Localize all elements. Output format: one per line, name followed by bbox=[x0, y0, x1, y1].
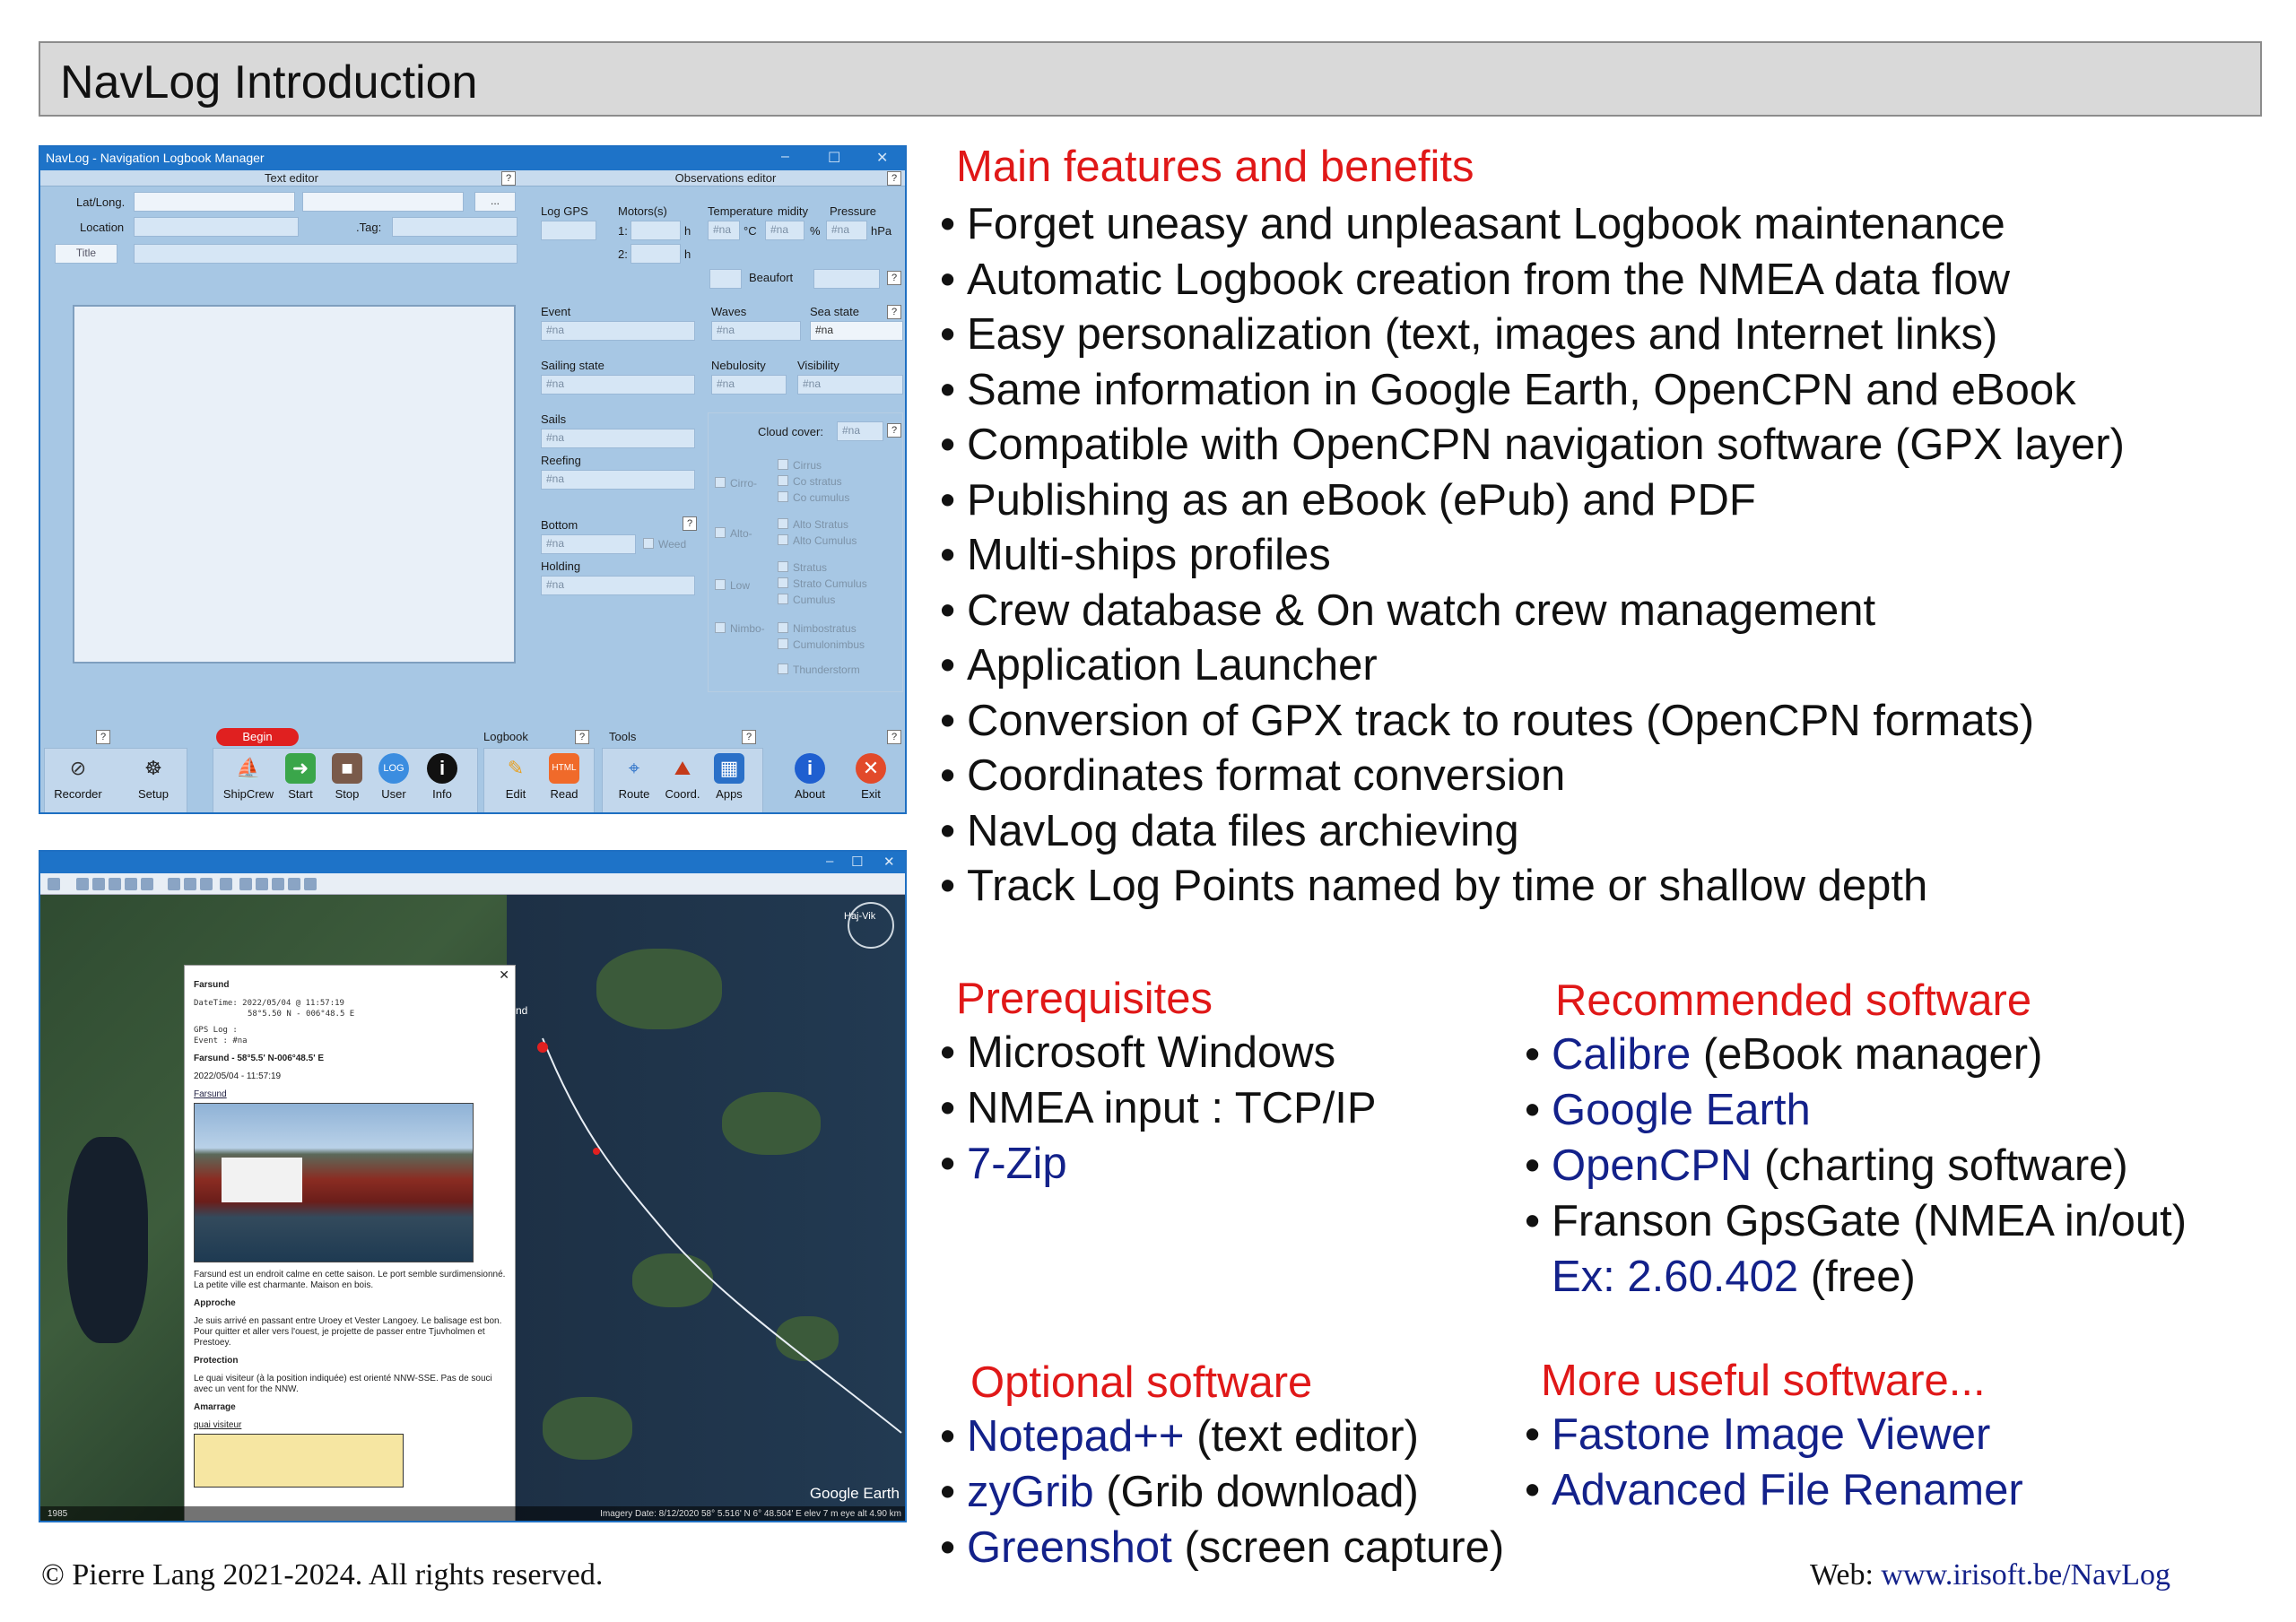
approche-heading: Approche bbox=[194, 1298, 236, 1308]
beaufort-desc-field[interactable] bbox=[813, 269, 880, 289]
text-editor-header: Text editor bbox=[40, 170, 543, 186]
app-titlebar bbox=[40, 147, 905, 170]
feature-item: • Application Launcher bbox=[940, 641, 1378, 690]
about-help-icon[interactable]: ? bbox=[887, 730, 901, 744]
strato-cumulus-checkbox[interactable]: Strato Cumulus bbox=[778, 577, 867, 590]
quai-link[interactable]: quai visiteur bbox=[194, 1420, 242, 1430]
nimbo-checkbox[interactable]: Nimbo- bbox=[715, 622, 765, 635]
optional-item-greenshot: • Greenshot (screen capture) bbox=[940, 1523, 1505, 1572]
lat-field[interactable] bbox=[134, 192, 295, 212]
map-pin-icon: ⛰ bbox=[674, 757, 691, 779]
save-image-icon[interactable] bbox=[272, 878, 284, 890]
amarrage-heading: Amarrage bbox=[194, 1402, 236, 1412]
popup-event: Event : #na bbox=[194, 1037, 248, 1045]
view-in-maps-icon[interactable] bbox=[288, 878, 300, 890]
sailing-state-label: Sailing state bbox=[541, 359, 604, 372]
recommended-item-franson: • Franson GpsGate (NMEA in/out) bbox=[1525, 1197, 2187, 1245]
feature-item: • NavLog data files archieving bbox=[940, 807, 1519, 855]
historical-imagery-icon[interactable] bbox=[168, 878, 180, 890]
sun-icon[interactable] bbox=[184, 878, 196, 890]
more-item-renamer: • Advanced File Renamer bbox=[1525, 1466, 2023, 1514]
cirro-checkbox[interactable]: Cirro- bbox=[715, 477, 757, 490]
start-button[interactable]: ➜ Start bbox=[275, 753, 326, 801]
about-icon: i bbox=[795, 753, 825, 784]
web-footer: Web: www.irisoft.be/NavLog bbox=[1810, 1558, 2171, 1592]
coords-picker-button[interactable]: ... bbox=[474, 192, 516, 212]
feature-item: • Compatible with OpenCPN navigation software (GPX layer) bbox=[940, 421, 2125, 469]
popup-coords: 58°5.50 N - 006°48.5 E bbox=[248, 1010, 355, 1019]
recorder-button[interactable]: ⊘ Recorder bbox=[53, 753, 103, 801]
waves-select[interactable]: #na bbox=[711, 321, 801, 341]
google-earth-logo: Google Earth bbox=[809, 1485, 900, 1502]
maximize-icon[interactable]: ☐ bbox=[828, 151, 841, 166]
cumulonimbus-checkbox[interactable]: Cumulonimbus bbox=[778, 638, 865, 651]
franson-version: Ex: 2.60.402 (free) bbox=[1552, 1253, 1916, 1301]
alto-checkbox[interactable]: Alto- bbox=[715, 527, 752, 540]
map-status-text: Imagery Date: 8/12/2020 58° 5.516' N 6° 48.504' E elev 7 m eye alt 4.90 km bbox=[600, 1509, 901, 1519]
map-status-bar bbox=[40, 1506, 907, 1522]
zygrib-link[interactable]: zyGrib bbox=[967, 1468, 1094, 1516]
notepad-link[interactable]: Notepad++ bbox=[967, 1412, 1185, 1461]
print-icon[interactable] bbox=[256, 878, 268, 890]
website-link[interactable]: www.irisoft.be/NavLog bbox=[1881, 1558, 2171, 1592]
weed-checkbox[interactable]: Weed bbox=[643, 538, 686, 551]
recommended-item-calibre: • Calibre (eBook manager) bbox=[1525, 1030, 2043, 1079]
popup-close-icon[interactable]: ✕ bbox=[499, 967, 509, 982]
holding-label: Holding bbox=[541, 559, 581, 573]
map-minimize-icon[interactable]: – bbox=[826, 854, 834, 869]
feature-item: • Coordinates format conversion bbox=[940, 751, 1566, 800]
prereq-item-windows: • Microsoft Windows bbox=[940, 1028, 1336, 1077]
ruler-icon[interactable] bbox=[220, 878, 232, 890]
eye-off-icon: ⊘ bbox=[69, 757, 87, 779]
low-checkbox[interactable]: Low bbox=[715, 579, 750, 592]
slide-title-box bbox=[39, 41, 2262, 117]
edit-button[interactable]: ✎ Edit bbox=[491, 753, 541, 801]
renamer-link[interactable]: Advanced File Renamer bbox=[1552, 1466, 2023, 1514]
feature-item: • Multi-ships profiles bbox=[940, 531, 1331, 579]
photo-caption-link[interactable]: Farsund bbox=[194, 1089, 227, 1099]
sails-label: Sails bbox=[541, 412, 567, 426]
visibility-select[interactable]: #na bbox=[797, 375, 903, 395]
humidity-label: midity bbox=[778, 204, 808, 218]
recommended-header: Recommended software bbox=[1555, 976, 2032, 1025]
apps-icon: ▦ bbox=[714, 753, 744, 784]
holding-select[interactable]: #na bbox=[541, 576, 695, 595]
celsius-unit: °C bbox=[744, 224, 757, 238]
map-year: 1985 bbox=[48, 1509, 68, 1519]
more-header: More useful software... bbox=[1541, 1357, 1986, 1405]
tools-help-icon[interactable]: ? bbox=[742, 730, 756, 744]
google-earth-window bbox=[39, 850, 907, 1522]
beaufort-field[interactable] bbox=[709, 269, 742, 289]
sidebar-toggle-icon[interactable] bbox=[48, 878, 60, 890]
7zip-link[interactable]: 7-Zip bbox=[967, 1140, 1067, 1188]
recorder-help-icon[interactable]: ? bbox=[96, 730, 110, 744]
features-header: Main features and benefits bbox=[956, 143, 1474, 191]
log-gps-field[interactable] bbox=[541, 221, 596, 240]
placemark-popup bbox=[184, 965, 516, 1522]
approche-text: Je suis arrivé en passant entre Uroey et Vester Langoey. Le balisage est bon. Pour quitter et aller vers l'ouest, je projette de passer entre Tjuvholmen et Prestoey. bbox=[194, 1316, 502, 1348]
franson-version-link[interactable]: Ex: 2.60.402 bbox=[1552, 1253, 1799, 1301]
fastone-link[interactable]: Fastone Image Viewer bbox=[1552, 1410, 1991, 1459]
pressure-field[interactable]: #na bbox=[826, 221, 867, 240]
coord-button[interactable]: ⛰ Coord. bbox=[657, 753, 708, 801]
logbook-group-label: Logbook bbox=[483, 730, 528, 743]
read-button[interactable]: HTML Read bbox=[539, 753, 589, 801]
sea-state-label: Sea state bbox=[810, 305, 859, 318]
email-icon[interactable] bbox=[239, 878, 252, 890]
prerequisites-header: Prerequisites bbox=[956, 975, 1213, 1023]
popup-description: Farsund est un endroit calme en cette saison. Le port semble surdimensionné. La petite ville est charmante. Maison en bois. bbox=[194, 1270, 506, 1290]
feature-item: • Easy personalization (text, images and Internet links) bbox=[940, 310, 1998, 359]
cirrus-checkbox[interactable]: Cirrus bbox=[778, 459, 822, 472]
motor1-unit: h bbox=[684, 224, 691, 238]
thunderstorm-checkbox[interactable]: Thunderstorm bbox=[778, 664, 860, 676]
sails-select[interactable]: #na bbox=[541, 429, 695, 448]
feature-item: • Forget uneasy and unpleasant Logbook maintenance bbox=[940, 200, 2005, 248]
feature-item: • Conversion of GPX track to routes (OpenCPN formats) bbox=[940, 697, 2035, 745]
motor1-field[interactable] bbox=[631, 221, 681, 240]
feature-item: • Publishing as an eBook (ePub) and PDF bbox=[940, 476, 1756, 525]
beaufort-label: Beaufort bbox=[749, 271, 794, 284]
route-button[interactable]: ⌖ Route bbox=[609, 753, 659, 801]
map-toolbar bbox=[40, 873, 905, 895]
protection-text: Le quai visiteur (à la position indiquée) est orienté NNW-SSE. Pas de souci avec un vent for the NNW. bbox=[194, 1374, 492, 1394]
motor2-unit: h bbox=[684, 247, 691, 261]
popup-datetime: DateTime: 2022/05/04 @ 11:57:19 bbox=[194, 999, 344, 1008]
hpa-unit: hPa bbox=[871, 224, 892, 238]
nebulosity-select[interactable]: #na bbox=[711, 375, 787, 395]
observations-header: Observations editor bbox=[543, 170, 907, 186]
sea-state-help-icon[interactable]: ? bbox=[887, 305, 901, 319]
recommended-item-google-earth: • Google Earth bbox=[1525, 1086, 1811, 1134]
motor2-field[interactable] bbox=[631, 244, 681, 264]
tag-select[interactable] bbox=[392, 217, 517, 237]
planets-icon[interactable] bbox=[200, 878, 213, 890]
waves-label: Waves bbox=[711, 305, 747, 318]
start-icon: ➜ bbox=[285, 753, 316, 784]
logbook-help-icon[interactable]: ? bbox=[575, 730, 589, 744]
map-pin-label: Haj-Vik bbox=[844, 911, 876, 922]
google-earth-link[interactable]: Google Earth bbox=[1552, 1086, 1811, 1134]
bottom-help-icon[interactable]: ? bbox=[683, 516, 697, 531]
feature-item: • Crew database & On watch crew management bbox=[940, 586, 1876, 635]
popup-heading: Farsund - 58°5.5' N-006°48.5' E bbox=[194, 1054, 325, 1063]
event-label: Event bbox=[541, 305, 571, 318]
stratus-checkbox[interactable]: Stratus bbox=[778, 561, 827, 574]
observations-help-icon[interactable]: ? bbox=[887, 171, 901, 186]
pencil-icon: ✎ bbox=[507, 757, 525, 779]
map-close-icon[interactable]: ✕ bbox=[883, 854, 895, 870]
tour-icon[interactable] bbox=[141, 878, 153, 890]
bottom-select[interactable]: #na bbox=[541, 534, 636, 554]
event-select[interactable]: #na bbox=[541, 321, 695, 341]
temperature-label: Temperature bbox=[708, 204, 773, 218]
begin-badge[interactable]: Begin bbox=[216, 728, 299, 746]
cloud-cover-help-icon[interactable]: ? bbox=[887, 423, 901, 438]
nimbostratus-checkbox[interactable]: Nimbostratus bbox=[778, 622, 857, 635]
alto-stratus-checkbox[interactable]: Alto Stratus bbox=[778, 518, 848, 531]
percent-unit: % bbox=[810, 224, 821, 238]
cumulus-checkbox[interactable]: Cumulus bbox=[778, 594, 835, 606]
text-editor-area[interactable] bbox=[73, 305, 516, 664]
globe-icon[interactable] bbox=[304, 878, 317, 890]
visibility-label: Visibility bbox=[797, 359, 839, 372]
reefing-label: Reefing bbox=[541, 454, 581, 467]
info-icon: i bbox=[427, 753, 457, 784]
recommended-item-opencpn: • OpenCPN (charting software) bbox=[1525, 1141, 2128, 1190]
optional-header: Optional software bbox=[970, 1358, 1313, 1407]
motors-label: Motors(s) bbox=[618, 204, 667, 218]
info-button[interactable]: i Info bbox=[417, 753, 467, 801]
pressure-label: Pressure bbox=[830, 204, 877, 218]
prereq-item-7zip: • 7-Zip bbox=[940, 1140, 1067, 1188]
co-cumulus-checkbox[interactable]: Co cumulus bbox=[778, 491, 849, 504]
map-side-label: nd bbox=[516, 1004, 528, 1017]
exit-icon: ✕ bbox=[856, 753, 886, 784]
sailing-state-select[interactable]: #na bbox=[541, 375, 695, 395]
long-field[interactable] bbox=[302, 192, 464, 212]
stop-icon: ■ bbox=[332, 753, 362, 784]
tools-group-label: Tools bbox=[609, 730, 637, 743]
path-icon[interactable] bbox=[109, 878, 121, 890]
map-titlebar bbox=[40, 852, 905, 873]
popup-gpslog: GPS Log : bbox=[194, 1026, 238, 1035]
overlay-icon[interactable] bbox=[125, 878, 137, 890]
minimize-icon[interactable]: – bbox=[781, 149, 789, 164]
close-icon[interactable]: ✕ bbox=[876, 151, 889, 166]
sailboat-icon: ⛵ bbox=[236, 757, 261, 779]
harbour-map-thumbnail bbox=[194, 1434, 404, 1488]
sea-state-field[interactable]: #na bbox=[810, 321, 903, 341]
popup-title: Farsund bbox=[194, 980, 230, 990]
compass-icon[interactable] bbox=[848, 902, 894, 949]
app-window-title: NavLog - Navigation Logbook Manager bbox=[46, 151, 265, 165]
greenshot-link[interactable]: Greenshot bbox=[967, 1523, 1172, 1572]
log-user-icon: LOG bbox=[378, 753, 409, 784]
title-field[interactable] bbox=[134, 244, 517, 264]
text-editor-help-icon[interactable]: ? bbox=[501, 171, 516, 186]
setup-button[interactable]: ☸ Setup bbox=[128, 753, 178, 801]
feature-item: • Track Log Points named by time or shallow depth bbox=[940, 862, 1928, 910]
helm-wheel-icon: ☸ bbox=[144, 757, 162, 779]
polygon-icon[interactable] bbox=[92, 878, 105, 890]
reefing-select[interactable]: #na bbox=[541, 470, 695, 490]
title-button[interactable]: Title bbox=[55, 244, 117, 264]
humidity-field[interactable]: #na bbox=[765, 221, 804, 240]
stop-button[interactable]: ■ Stop bbox=[322, 753, 372, 801]
motor1-label: 1: bbox=[618, 224, 628, 238]
popup-date: 2022/05/04 - 11:57:19 bbox=[194, 1071, 282, 1081]
optional-item-zygrib: • zyGrib (Grib download) bbox=[940, 1468, 1419, 1516]
map-maximize-icon[interactable]: ☐ bbox=[851, 854, 864, 870]
satellite-imagery[interactable] bbox=[40, 895, 907, 1522]
calibre-link[interactable]: Calibre bbox=[1552, 1030, 1692, 1079]
alto-cumulus-checkbox[interactable]: Alto Cumulus bbox=[778, 534, 857, 547]
temperature-field[interactable]: #na bbox=[708, 221, 740, 240]
log-gps-label: Log GPS bbox=[541, 204, 588, 218]
placemark-icon[interactable] bbox=[76, 878, 89, 890]
feature-item: • Automatic Logbook creation from the NMEA data flow bbox=[940, 256, 2010, 304]
route-icon: ⌖ bbox=[628, 757, 640, 779]
cloud-cover-select[interactable]: #na bbox=[837, 421, 883, 441]
harbour-photo bbox=[194, 1103, 474, 1262]
feature-item: • Same information in Google Earth, OpenCPN and eBook bbox=[940, 366, 2076, 414]
html-icon: HTML bbox=[549, 753, 579, 784]
co-stratus-checkbox[interactable]: Co stratus bbox=[778, 475, 842, 488]
user-button[interactable]: LOG User bbox=[369, 753, 419, 801]
nebulosity-label: Nebulosity bbox=[711, 359, 766, 372]
about-button[interactable]: i About bbox=[785, 753, 835, 801]
app-toolbar bbox=[40, 721, 907, 814]
latlong-label: Lat/Long. bbox=[76, 195, 126, 209]
protection-heading: Protection bbox=[194, 1356, 239, 1366]
motor2-label: 2: bbox=[618, 247, 628, 261]
more-item-fastone: • Fastone Image Viewer bbox=[1525, 1410, 1991, 1459]
location-label: Location bbox=[80, 221, 125, 234]
location-field[interactable] bbox=[134, 217, 299, 237]
copyright: © Pierre Lang 2021-2024. All rights reserved. bbox=[41, 1558, 604, 1592]
apps-button[interactable]: ▦ Apps bbox=[704, 753, 754, 801]
exit-button[interactable]: ✕ Exit bbox=[846, 753, 896, 801]
bottom-label: Bottom bbox=[541, 518, 578, 532]
tag-label: .Tag: bbox=[356, 221, 382, 234]
opencpn-link[interactable]: OpenCPN bbox=[1552, 1141, 1752, 1190]
slide-title: NavLog Introduction bbox=[60, 56, 478, 108]
cloud-cover-label: Cloud cover: bbox=[758, 425, 823, 438]
navlog-app-window bbox=[39, 145, 907, 814]
optional-item-notepad: • Notepad++ (text editor) bbox=[940, 1412, 1419, 1461]
beaufort-help-icon[interactable]: ? bbox=[887, 271, 901, 285]
prereq-item-nmea: • NMEA input : TCP/IP bbox=[940, 1084, 1377, 1132]
shipcrew-button[interactable]: ⛵ ShipCrew bbox=[220, 753, 277, 801]
